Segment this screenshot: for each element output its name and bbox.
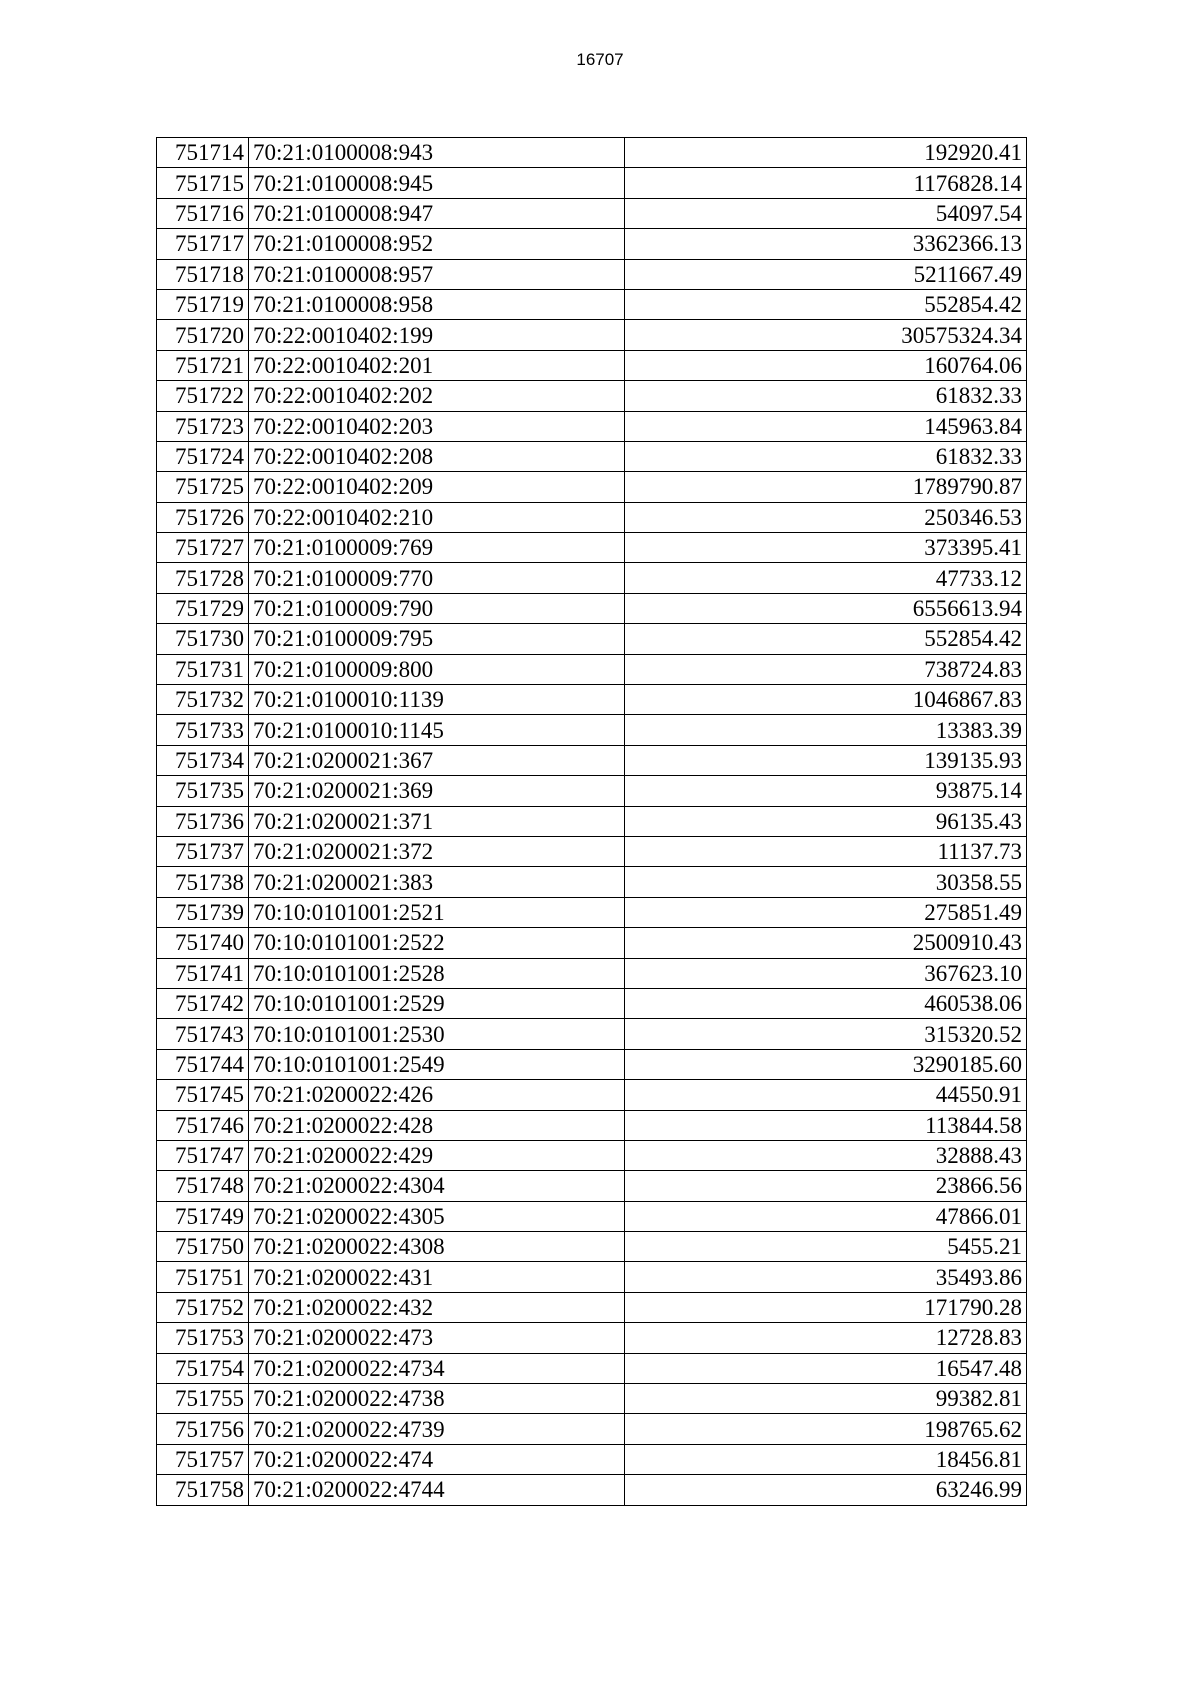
page-number: 16707	[576, 50, 624, 69]
table-row	[157, 289, 1027, 319]
cadastral-number-cell: 70:21:0100010:1139	[249, 685, 625, 715]
value-cell: 6556613.94	[625, 593, 1027, 623]
row-number-cell: 751720	[157, 320, 249, 350]
cadastral-number-cell: 70:22:0010402:199	[249, 320, 625, 350]
row-number-cell: 751751	[157, 1262, 249, 1292]
cadastral-number-cell: 70:10:0101001:2530	[249, 1019, 625, 1049]
value-cell: 12728.83	[625, 1323, 1027, 1353]
cadastral-number-cell: 70:21:0200021:367	[249, 745, 625, 775]
cadastral-number-cell: 70:21:0200021:383	[249, 867, 625, 897]
value-cell: 1046867.83	[625, 685, 1027, 715]
table-row	[157, 472, 1027, 502]
table-row	[157, 502, 1027, 532]
table-row	[157, 654, 1027, 684]
row-number-cell: 751726	[157, 502, 249, 532]
cadastral-number-cell: 70:21:0200022:4739	[249, 1414, 625, 1444]
cadastral-number-cell: 70:21:0200022:4734	[249, 1353, 625, 1383]
value-cell: 113844.58	[625, 1110, 1027, 1140]
table-row	[157, 198, 1027, 228]
row-number-cell: 751739	[157, 897, 249, 927]
cadastral-number-cell: 70:21:0100009:769	[249, 533, 625, 563]
row-number-cell: 751719	[157, 289, 249, 319]
value-cell: 54097.54	[625, 198, 1027, 228]
value-cell: 30575324.34	[625, 320, 1027, 350]
value-cell: 139135.93	[625, 745, 1027, 775]
row-number-cell: 751732	[157, 685, 249, 715]
cadastral-number-cell: 70:22:0010402:201	[249, 350, 625, 380]
row-number-cell: 751741	[157, 958, 249, 988]
table-row	[157, 168, 1027, 198]
table-row	[157, 1444, 1027, 1474]
value-cell: 63246.99	[625, 1475, 1027, 1505]
row-number-cell: 751738	[157, 867, 249, 897]
table-row	[157, 1232, 1027, 1262]
row-number-cell: 751755	[157, 1384, 249, 1414]
table-row	[157, 1414, 1027, 1444]
row-number-cell: 751743	[157, 1019, 249, 1049]
table-row	[157, 1353, 1027, 1383]
value-cell: 1176828.14	[625, 168, 1027, 198]
table-row	[157, 897, 1027, 927]
table-row	[157, 441, 1027, 471]
table-row	[157, 411, 1027, 441]
table-row	[157, 685, 1027, 715]
cadastral-number-cell: 70:21:0100009:800	[249, 654, 625, 684]
table-row	[157, 593, 1027, 623]
table-row	[157, 715, 1027, 745]
row-number-cell: 751745	[157, 1080, 249, 1110]
table-row	[157, 1049, 1027, 1079]
table-row	[157, 381, 1027, 411]
value-cell: 47866.01	[625, 1201, 1027, 1231]
row-number-cell: 751756	[157, 1414, 249, 1444]
cadastral-number-cell: 70:22:0010402:203	[249, 411, 625, 441]
cadastral-number-cell: 70:21:0200022:473	[249, 1323, 625, 1353]
cadastral-number-cell: 70:21:0100009:790	[249, 593, 625, 623]
value-cell: 315320.52	[625, 1019, 1027, 1049]
value-cell: 61832.33	[625, 441, 1027, 471]
table-row	[157, 806, 1027, 836]
cadastral-number-cell: 70:21:0200022:428	[249, 1110, 625, 1140]
row-number-cell: 751734	[157, 745, 249, 775]
value-cell: 32888.43	[625, 1140, 1027, 1170]
cadastral-number-cell: 70:21:0200022:4738	[249, 1384, 625, 1414]
cadastral-number-cell: 70:21:0100008:943	[249, 138, 625, 168]
registry-table	[156, 137, 1027, 1506]
table-row	[157, 928, 1027, 958]
row-number-cell: 751727	[157, 533, 249, 563]
value-cell: 738724.83	[625, 654, 1027, 684]
table-row	[157, 1201, 1027, 1231]
cadastral-number-cell: 70:10:0101001:2528	[249, 958, 625, 988]
cadastral-number-cell: 70:21:0200021:369	[249, 776, 625, 806]
row-number-cell: 751717	[157, 229, 249, 259]
value-cell: 1789790.87	[625, 472, 1027, 502]
cadastral-number-cell: 70:21:0100010:1145	[249, 715, 625, 745]
cadastral-number-cell: 70:22:0010402:208	[249, 441, 625, 471]
table-row	[157, 1384, 1027, 1414]
table-row	[157, 776, 1027, 806]
cadastral-number-cell: 70:22:0010402:210	[249, 502, 625, 532]
row-number-cell: 751714	[157, 138, 249, 168]
table-row	[157, 350, 1027, 380]
table-row	[157, 1262, 1027, 1292]
row-number-cell: 751724	[157, 441, 249, 471]
cadastral-number-cell: 70:21:0200022:431	[249, 1262, 625, 1292]
row-number-cell: 751716	[157, 198, 249, 228]
value-cell: 96135.43	[625, 806, 1027, 836]
table-row	[157, 1171, 1027, 1201]
row-number-cell: 751729	[157, 593, 249, 623]
value-cell: 160764.06	[625, 350, 1027, 380]
table-row	[157, 138, 1027, 168]
value-cell: 2500910.43	[625, 928, 1027, 958]
table-row	[157, 745, 1027, 775]
table-row	[157, 1475, 1027, 1505]
cadastral-number-cell: 70:10:0101001:2522	[249, 928, 625, 958]
value-cell: 35493.86	[625, 1262, 1027, 1292]
row-number-cell: 751748	[157, 1171, 249, 1201]
value-cell: 18456.81	[625, 1444, 1027, 1474]
value-cell: 145963.84	[625, 411, 1027, 441]
value-cell: 61832.33	[625, 381, 1027, 411]
table-row	[157, 259, 1027, 289]
row-number-cell: 751723	[157, 411, 249, 441]
table-row	[157, 958, 1027, 988]
row-number-cell: 751722	[157, 381, 249, 411]
row-number-cell: 751740	[157, 928, 249, 958]
row-number-cell: 751744	[157, 1049, 249, 1079]
cadastral-number-cell: 70:21:0200022:432	[249, 1292, 625, 1322]
registry-table-body	[157, 138, 1027, 1506]
row-number-cell: 751736	[157, 806, 249, 836]
value-cell: 30358.55	[625, 867, 1027, 897]
table-row	[157, 988, 1027, 1018]
cadastral-number-cell: 70:21:0200022:4304	[249, 1171, 625, 1201]
value-cell: 250346.53	[625, 502, 1027, 532]
table-row	[157, 1019, 1027, 1049]
row-number-cell: 751752	[157, 1292, 249, 1322]
row-number-cell: 751721	[157, 350, 249, 380]
table-row	[157, 1292, 1027, 1322]
table-row	[157, 1140, 1027, 1170]
value-cell: 3290185.60	[625, 1049, 1027, 1079]
row-number-cell: 751730	[157, 624, 249, 654]
table-row	[157, 320, 1027, 350]
row-number-cell: 751757	[157, 1444, 249, 1474]
row-number-cell: 751750	[157, 1232, 249, 1262]
cadastral-number-cell: 70:21:0200021:372	[249, 836, 625, 866]
cadastral-number-cell: 70:21:0100009:795	[249, 624, 625, 654]
cadastral-number-cell: 70:21:0200022:426	[249, 1080, 625, 1110]
row-number-cell: 751718	[157, 259, 249, 289]
row-number-cell: 751728	[157, 563, 249, 593]
value-cell: 192920.41	[625, 138, 1027, 168]
cadastral-number-cell: 70:21:0100008:947	[249, 198, 625, 228]
table-row	[157, 533, 1027, 563]
value-cell: 47733.12	[625, 563, 1027, 593]
row-number-cell: 751733	[157, 715, 249, 745]
row-number-cell: 751753	[157, 1323, 249, 1353]
cadastral-number-cell: 70:21:0100008:952	[249, 229, 625, 259]
value-cell: 44550.91	[625, 1080, 1027, 1110]
table-row	[157, 624, 1027, 654]
cadastral-number-cell: 70:21:0200022:474	[249, 1444, 625, 1474]
row-number-cell: 751749	[157, 1201, 249, 1231]
value-cell: 171790.28	[625, 1292, 1027, 1322]
table-row	[157, 867, 1027, 897]
row-number-cell: 751731	[157, 654, 249, 684]
value-cell: 11137.73	[625, 836, 1027, 866]
value-cell: 275851.49	[625, 897, 1027, 927]
value-cell: 93875.14	[625, 776, 1027, 806]
table-row	[157, 229, 1027, 259]
cadastral-number-cell: 70:21:0200022:4308	[249, 1232, 625, 1262]
row-number-cell: 751742	[157, 988, 249, 1018]
value-cell: 23866.56	[625, 1171, 1027, 1201]
value-cell: 552854.42	[625, 624, 1027, 654]
row-number-cell: 751737	[157, 836, 249, 866]
row-number-cell: 751725	[157, 472, 249, 502]
row-number-cell: 751715	[157, 168, 249, 198]
cadastral-number-cell: 70:21:0200022:429	[249, 1140, 625, 1170]
value-cell: 552854.42	[625, 289, 1027, 319]
table-row	[157, 563, 1027, 593]
value-cell: 373395.41	[625, 533, 1027, 563]
table-row	[157, 1080, 1027, 1110]
cadastral-number-cell: 70:22:0010402:202	[249, 381, 625, 411]
table-row	[157, 1110, 1027, 1140]
value-cell: 5455.21	[625, 1232, 1027, 1262]
row-number-cell: 751747	[157, 1140, 249, 1170]
cadastral-number-cell: 70:21:0200022:4305	[249, 1201, 625, 1231]
row-number-cell: 751735	[157, 776, 249, 806]
value-cell: 3362366.13	[625, 229, 1027, 259]
cadastral-number-cell: 70:10:0101001:2521	[249, 897, 625, 927]
row-number-cell: 751746	[157, 1110, 249, 1140]
table-row	[157, 836, 1027, 866]
cadastral-number-cell: 70:21:0200021:371	[249, 806, 625, 836]
value-cell: 13383.39	[625, 715, 1027, 745]
value-cell: 99382.81	[625, 1384, 1027, 1414]
value-cell: 16547.48	[625, 1353, 1027, 1383]
cadastral-number-cell: 70:10:0101001:2549	[249, 1049, 625, 1079]
cadastral-number-cell: 70:22:0010402:209	[249, 472, 625, 502]
cadastral-number-cell: 70:10:0101001:2529	[249, 988, 625, 1018]
value-cell: 367623.10	[625, 958, 1027, 988]
value-cell: 198765.62	[625, 1414, 1027, 1444]
cadastral-number-cell: 70:21:0100009:770	[249, 563, 625, 593]
table-row	[157, 1323, 1027, 1353]
row-number-cell: 751758	[157, 1475, 249, 1505]
row-number-cell: 751754	[157, 1353, 249, 1383]
cadastral-number-cell: 70:21:0100008:958	[249, 289, 625, 319]
cadastral-number-cell: 70:21:0100008:945	[249, 168, 625, 198]
value-cell: 460538.06	[625, 988, 1027, 1018]
cadastral-number-cell: 70:21:0200022:4744	[249, 1475, 625, 1505]
cadastral-number-cell: 70:21:0100008:957	[249, 259, 625, 289]
value-cell: 5211667.49	[625, 259, 1027, 289]
